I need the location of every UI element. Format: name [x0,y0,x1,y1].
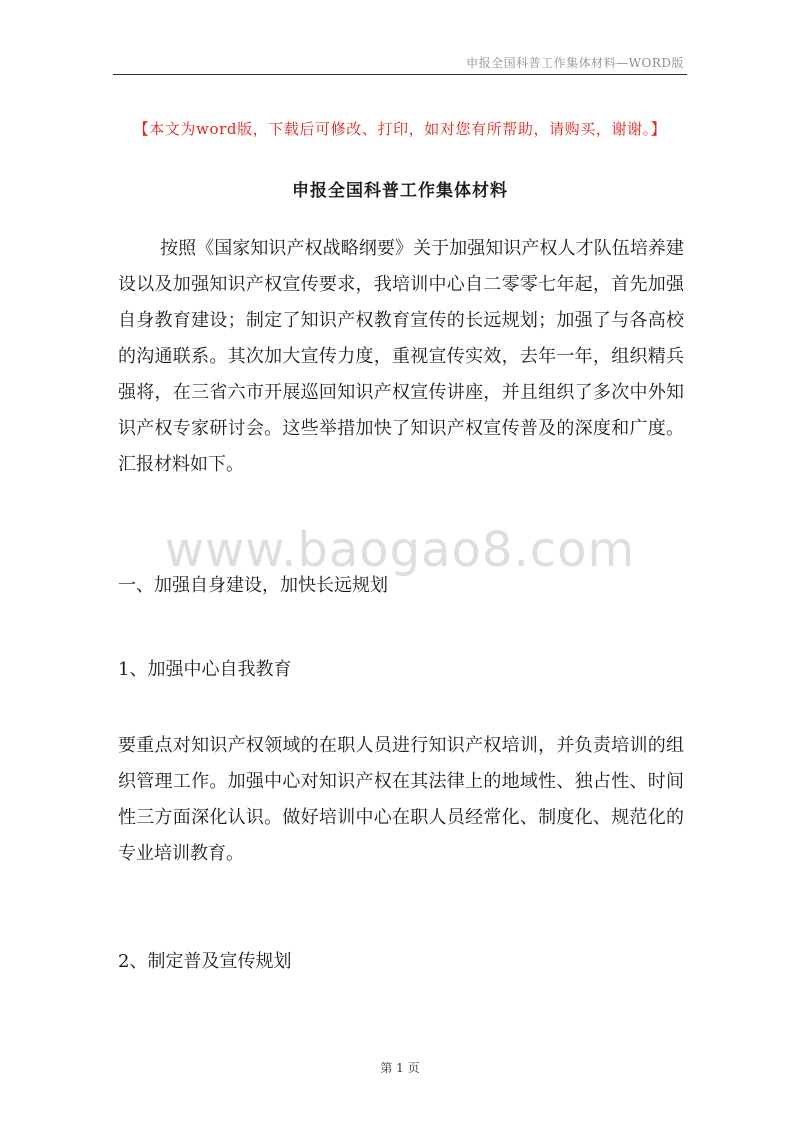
section-1-heading: 一、加强自身建设，加快长远规划 [118,575,388,596]
intro-paragraph: 按照《国家知识产权战略纲要》关于加强知识产权人才队伍培养建设以及加强知识产权宣传要求，我培训中心自二零零七年起，首先加强自身教育建设；制定了知识产权教育宣传的长远规划；加强了与各高校的沟通联系。其次加大宣传力度，重视宣传实效，去年一年，组织精兵强将，在三省六市开展巡回知识产权宣传讲座，并且组织了多次中外知识产权专家研讨会。这些举措加快了知识产权宣传普及的深度和广度。汇报材料如下。 [118,238,684,475]
document-title: 申报全国科普工作集体材料 [292,181,508,201]
subsection-2-heading: 2、制定普及宣传规划 [118,951,292,972]
download-notice: 【本文为word版，下载后可修改、打印，如对您有所帮助，请购买，谢谢。】 [133,120,667,138]
page-number: 第 1 页 [380,1061,420,1075]
subsection-1-body: 要重点对知识产权领域的在职人员进行知识产权培训，并负责培训的组织管理工作。加强中心对知识产权在其法律上的地域性、独占性、时间性三方面深化认识。做好培训中心在职人员经常化、制度化、规范化的专业培训教育。 [118,735,684,864]
running-header: 申报全国科普工作集体材料—WORD版 [466,56,684,70]
watermark-text: www.baogao8.com [164,522,636,578]
subsection-1-heading: 1、加强中心自我教育 [118,659,292,680]
header-divider [113,74,687,75]
